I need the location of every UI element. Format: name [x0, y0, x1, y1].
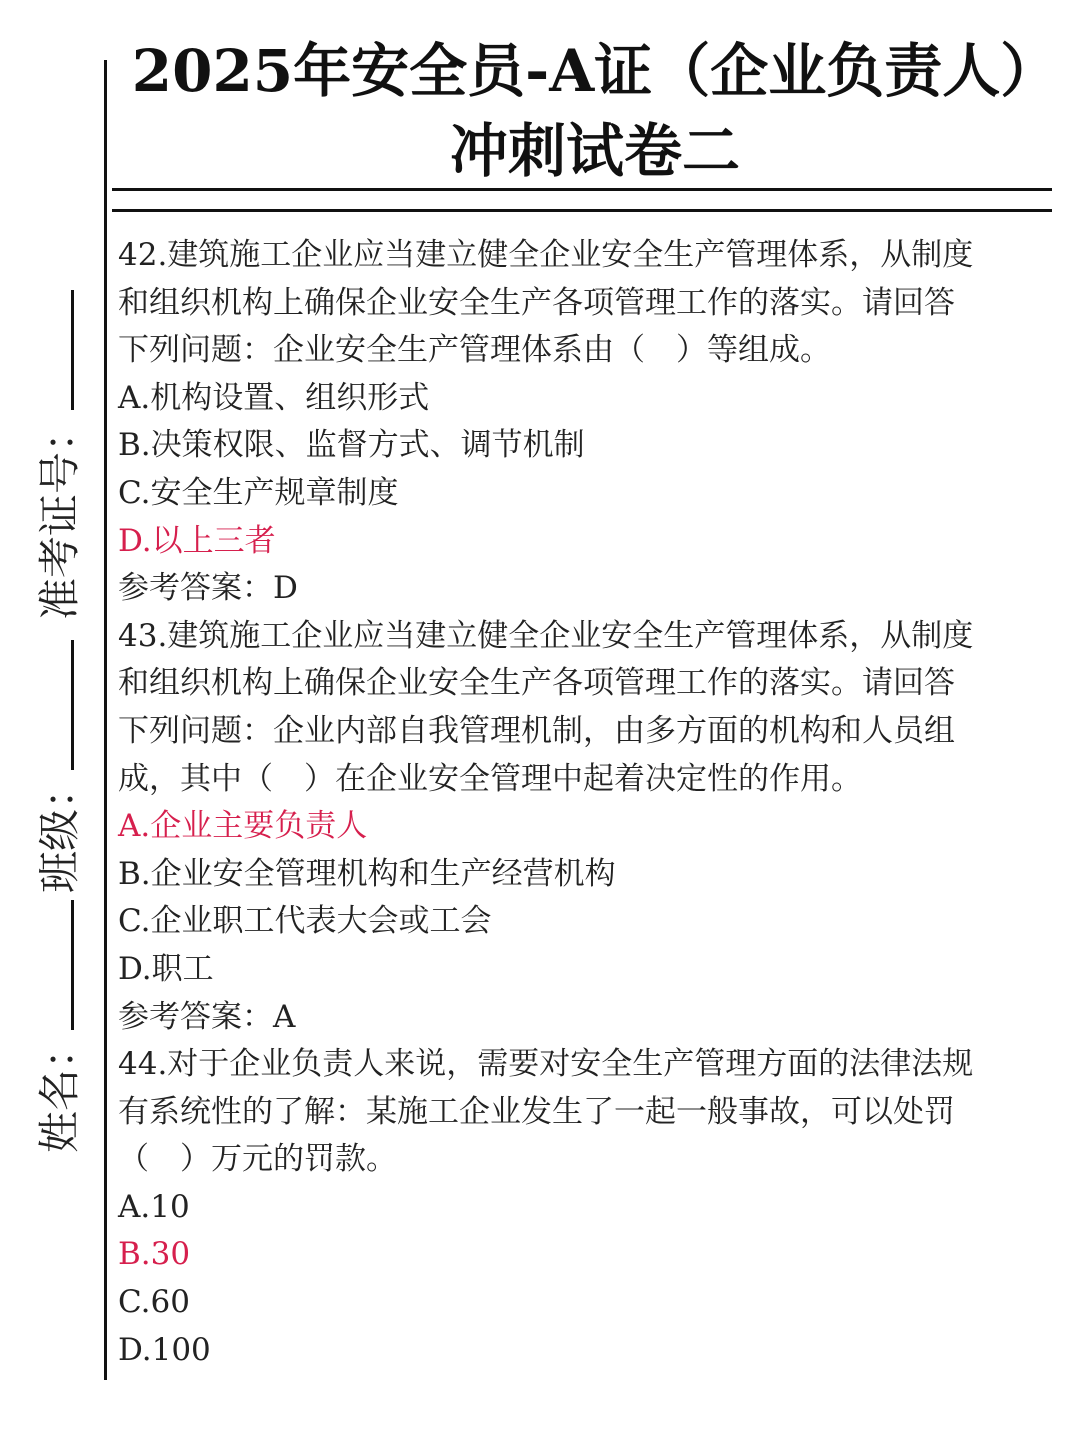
- question-stem-line: 有系统性的了解：某施工企业发生了一起一般事故，可以处罚: [118, 1093, 955, 1130]
- binding-margin-line: [104, 60, 107, 1380]
- question-stem-line: 44.对于企业负责人来说，需要对安全生产管理方面的法律法规: [118, 1046, 974, 1083]
- option-d: D.100: [118, 1331, 211, 1368]
- class-field[interactable]: [10, 640, 104, 894]
- candidate-info-sidebar: [10, 280, 104, 1180]
- name-field[interactable]: [10, 900, 104, 1154]
- option-c: C.60: [118, 1284, 190, 1321]
- question-stem-line: 43.建筑施工企业应当建立健全企业安全生产管理体系，从制度: [118, 617, 974, 654]
- exam-id-field[interactable]: [10, 290, 104, 620]
- class-blank[interactable]: [71, 640, 74, 770]
- option-d-correct: D.以上三者: [118, 522, 276, 559]
- option-b: B.企业安全管理机构和生产经营机构: [118, 855, 616, 892]
- question-list: [118, 232, 1058, 1374]
- question-43: [118, 613, 1058, 1041]
- question-stem-line: 42.建筑施工企业应当建立健全企业安全生产管理体系，从制度: [118, 237, 974, 273]
- option-a-correct: A.企业主要负责人: [118, 808, 368, 845]
- page-title-line2: 冲刺试卷二: [449, 117, 740, 185]
- question-stem-line: 下列问题：企业内部自我管理机制，由多方面的机构和人员组: [118, 712, 955, 749]
- question-stem-line: 成，其中（ ）在企业安全管理中起着决定性的作用。: [118, 760, 862, 797]
- question-stem-line: 和组织机构上确保企业安全生产各项管理工作的落实。请回答: [118, 665, 955, 702]
- question-stem-line: （ ）万元的罚款。: [118, 1141, 397, 1178]
- option-b-correct: B.30: [118, 1236, 191, 1273]
- class-label: 班级：: [35, 766, 85, 894]
- option-d: D.职工: [118, 950, 214, 987]
- question-stem-line: 和组织机构上确保企业安全生产各项管理工作的落实。请回答: [118, 284, 955, 321]
- exam-id-label: 准考证号：: [35, 409, 85, 621]
- question-stem-line: 下列问题：企业安全生产管理体系由（ ）等组成。: [118, 332, 831, 369]
- header-rule-bottom: [112, 209, 1052, 212]
- exam-id-blank[interactable]: [71, 290, 74, 410]
- option-a: A.机构设置、组织形式: [118, 379, 430, 416]
- option-c: C.安全生产规章制度: [118, 474, 399, 511]
- header-rule-top: [112, 188, 1052, 191]
- question-42: [118, 232, 1058, 613]
- question-44: [118, 1041, 1058, 1374]
- reference-answer: 参考答案：A: [118, 998, 296, 1035]
- name-label: 姓名：: [35, 1026, 85, 1154]
- option-b: B.决策权限、监督方式、调节机制: [118, 427, 585, 464]
- name-blank[interactable]: [71, 900, 74, 1030]
- option-c: C.企业职工代表大会或工会: [118, 903, 492, 940]
- page-title-line1: 2025年安全员-A证（企业负责人）: [131, 37, 1059, 105]
- option-a: A.10: [118, 1188, 190, 1225]
- reference-answer: 参考答案：D: [118, 570, 298, 607]
